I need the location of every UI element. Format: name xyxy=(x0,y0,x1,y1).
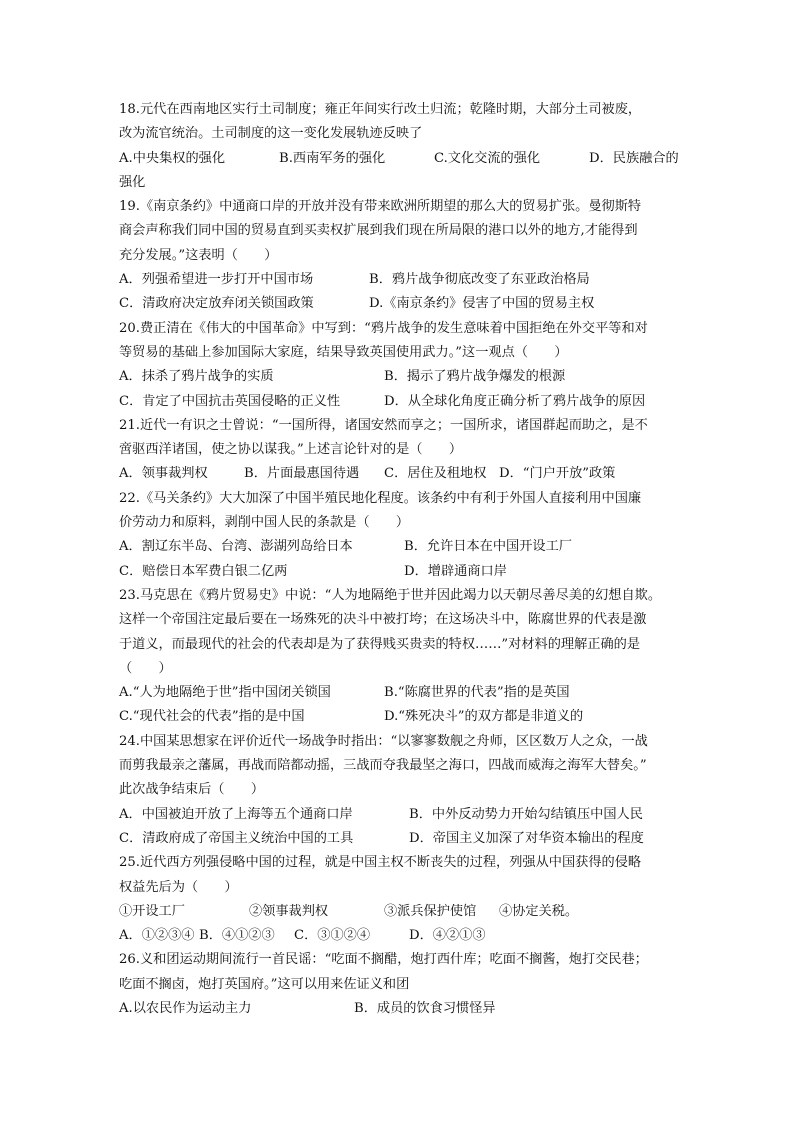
items-row xyxy=(119,900,679,924)
question-stem: 23.马克思在《鸦片贸易史》中说：“人为地隔绝于世并因此竭力以天朝尽善尽美的幻想自欺。 xyxy=(119,587,662,603)
question-stem: 而剪我最亲之藩属，再战而陪都动摇，三战而夺我最坚之海口，四战而威海之海军大替矣。” xyxy=(119,758,647,774)
option-b: B.西南军务的强化 xyxy=(279,150,386,166)
item-1: ①开设工厂 xyxy=(119,903,185,919)
option-d: D．民族融合的 xyxy=(589,150,679,166)
question-stem: （ ） xyxy=(119,660,172,676)
question-stem: 权益先后为（ ） xyxy=(119,879,238,895)
option-d: D．④②①③ xyxy=(409,928,486,944)
options-row xyxy=(119,292,679,316)
options-row xyxy=(119,997,679,1021)
option-a: A．割辽东半岛、台湾、澎湖列岛给日本 xyxy=(119,539,353,555)
question-20 xyxy=(119,317,679,414)
option-d: D.《南京条约》侵害了中国的贸易主权 xyxy=(369,296,595,312)
question-stem: 啻驱西洋诸国，使之协以谋我。”上述言论针对的是（ ） xyxy=(119,442,463,458)
question-22 xyxy=(119,487,679,584)
question-stem: 于道义，而最现代的社会的代表却是为了获得贱买贵卖的特权……”对材料的理解正确的是 xyxy=(119,636,641,652)
options-row xyxy=(119,705,679,729)
question-stem: 这样一个帝国注定最后要在一场殊死的决斗中被打垮；在这场决斗中，陈腐世界的代表是激 xyxy=(119,612,647,628)
option-d: D.“殊死决斗”的双方都是非道义的 xyxy=(384,709,584,725)
options-row xyxy=(119,390,679,414)
options-row xyxy=(119,803,679,827)
question-stem: 价劳动力和原料，剥削中国人民的条款是（ ） xyxy=(119,515,410,531)
option-b: B．鸦片战争彻底改变了东亚政治格局 xyxy=(369,272,590,288)
item-4: ④协定关税。 xyxy=(499,903,579,919)
option-c: C.文化交流的强化 xyxy=(434,150,541,166)
option-c: C．清政府决定放弃闭关锁国政策 xyxy=(119,296,314,312)
question-stem: 22.《马关条约》大大加深了中国半殖民地化程度。该条约中有利于外国人直接利用中国廉 xyxy=(119,490,642,506)
exam-page xyxy=(119,98,679,1021)
option-d-continued: 强化 xyxy=(119,174,146,190)
option-b: B．允许日本在中国开设工厂 xyxy=(404,539,572,555)
options-row xyxy=(119,681,679,705)
option-b: B．片面最惠国待遇 xyxy=(244,466,360,482)
options-row xyxy=(119,924,679,948)
options-row xyxy=(119,268,679,292)
option-c: C．清政府成了帝国主义统治中国的工具 xyxy=(119,830,354,846)
question-26 xyxy=(119,948,679,1021)
question-23 xyxy=(119,584,679,730)
question-stem: 此次战争结束后（ ） xyxy=(119,782,265,798)
options-row xyxy=(119,827,679,851)
options-row xyxy=(119,147,679,171)
option-a: A．抹杀了鸦片战争的实质 xyxy=(119,369,274,385)
options-row xyxy=(119,365,679,389)
question-stem: 商会声称我们同中国的贸易直到买卖权扩展到我们现在所局限的港口以外的地方,才能得到 xyxy=(119,223,638,239)
question-stem: 24.中国某思想家在评价近代一场战争时指出：“以寥寥数舰之舟师，区区数万人之众，一战 xyxy=(119,733,648,749)
option-d: D．“门户开放”政策 xyxy=(499,466,616,482)
option-a: A．中国被迫开放了上海等五个通商口岸 xyxy=(119,806,353,822)
option-a: A.“人为地隔绝于世”指中国闭关锁国 xyxy=(119,685,331,701)
option-b: B．成员的饮食习惯怪异 xyxy=(354,1000,496,1016)
option-d: D．增辟通商口岸 xyxy=(404,563,507,579)
question-stem: 改为流官统治。土司制度的这一变化发展轨迹反映了 xyxy=(119,126,423,142)
option-d: D．从全球化角度正确分析了鸦片战争的原因 xyxy=(384,393,646,409)
option-c: C.“现代社会的代表”指的是中国 xyxy=(119,709,305,725)
item-3: ③派兵保护使馆 xyxy=(384,903,477,919)
question-24 xyxy=(119,730,679,851)
question-stem: 等贸易的基础上参加国际大家庭，结果导致英国使用武力。”这一观点（ ） xyxy=(119,344,568,360)
question-stem: 20.费正清在《伟大的中国革命》中写到：“鸦片战争的发生意味着中国拒绝在外交平等和对 xyxy=(119,320,648,336)
option-a: A．列强希望进一步打开中国市场 xyxy=(119,272,314,288)
option-a: A．领事裁判权 xyxy=(119,466,208,482)
question-18 xyxy=(119,98,679,195)
option-b: B．④①②③ xyxy=(199,928,275,944)
question-stem: 吃面不搁卤，炮打英国府。”这可以用来佐证义和团 xyxy=(119,976,410,992)
question-stem: 18.元代在西南地区实行土司制度；雍正年间实行改土归流；乾隆时期，大部分土司被废， xyxy=(119,102,642,117)
item-2: ②领事裁判权 xyxy=(249,903,329,919)
option-b: B.“陈腐世界的代表”指的是英国 xyxy=(384,685,570,701)
question-21 xyxy=(119,414,679,487)
question-stem: 21.近代一有识之士曾说：“一国所得，诸国安然而享之；一国所求，诸国群起而助之，是不 xyxy=(119,417,648,433)
option-c: C．赔偿日本军费白银二亿两 xyxy=(119,563,288,579)
options-row xyxy=(119,560,679,584)
question-stem: 19.《南京条约》中通商口岸的开放并没有带来欧洲所期望的那么大的贸易扩张。曼彻斯特 xyxy=(119,199,642,215)
question-stem: 26.义和团运动期间流行一首民谣：“吃面不搁醋，炮打西什库；吃面不搁酱，炮打交民巷； xyxy=(119,952,648,968)
option-c: C．肯定了中国抗击英国侵略的正义性 xyxy=(119,393,341,409)
question-25 xyxy=(119,851,679,948)
question-stem: 25.近代西方列强侵略中国的过程，就是中国主权不断丧失的过程，列强从中国获得的侵略 xyxy=(119,855,642,871)
options-row xyxy=(119,462,679,486)
question-stem: 充分发展。”这表明（ ） xyxy=(119,247,278,263)
option-a: A.以农民作为运动主力 xyxy=(119,1000,252,1016)
question-19 xyxy=(119,195,679,316)
option-c: C．③①②④ xyxy=(294,928,371,944)
option-b: B．中外反动势力开始勾结镇压中国人民 xyxy=(409,806,643,822)
option-a: A.中央集权的强化 xyxy=(119,150,226,166)
option-d: D．帝国主义加深了对华资本输出的程度 xyxy=(409,830,644,846)
option-c: C．居住及租地权 xyxy=(384,466,487,482)
options-row xyxy=(119,535,679,559)
option-a: A．①②③④ xyxy=(119,928,195,944)
option-b: B．揭示了鸦片战争爆发的根源 xyxy=(384,369,566,385)
